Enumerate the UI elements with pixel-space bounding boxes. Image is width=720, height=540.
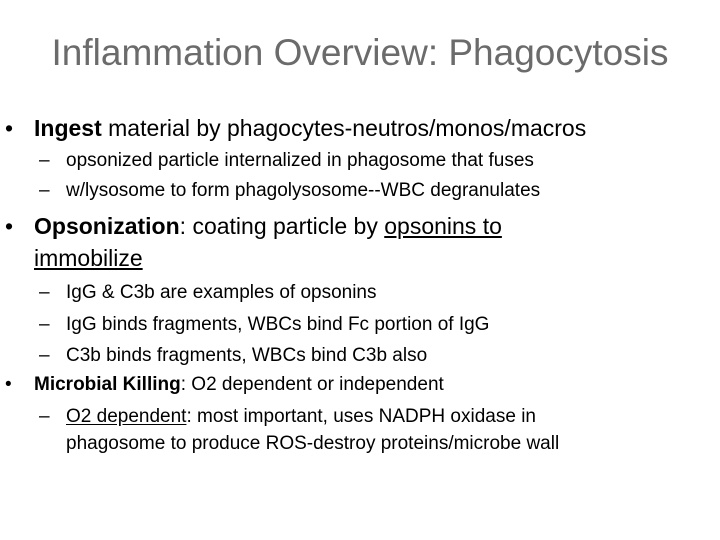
bullet-ingest-keyword: Ingest bbox=[34, 115, 102, 141]
sub-bullet-text: C3b binds fragments, WBCs bind C3b also bbox=[66, 345, 428, 366]
bullet-microbial-killing-keyword: Microbial Killing bbox=[34, 374, 181, 395]
sub-bullet-text: IgG binds fragments, WBCs bind Fc portion of IgG bbox=[66, 314, 490, 335]
bullet-microbial-killing bbox=[5, 373, 444, 396]
sub-bullet-text: w/lysosome to form phagolysosome--WBC degranulates bbox=[66, 180, 541, 201]
sub-bullet-text: phagosome to produce ROS-destroy proteins/microbe wall bbox=[66, 433, 560, 454]
sub-bullet-text: IgG & C3b are examples of opsonins bbox=[66, 282, 377, 303]
o2-dependent-underlined-text: O2 dependent bbox=[66, 406, 187, 427]
dash-icon: – bbox=[39, 180, 50, 201]
opsonins-underlined-text: opsonins to bbox=[384, 213, 502, 239]
dash-icon: – bbox=[39, 406, 50, 427]
bullet-opsonization bbox=[5, 212, 502, 240]
bullet-opsonization-text: : coating particle by bbox=[179, 213, 385, 239]
sub-bullet-c3b bbox=[39, 344, 428, 367]
slide-title: Inflammation Overview: Phagocytosis bbox=[51, 32, 669, 73]
bullet-dot-icon: • bbox=[5, 374, 12, 395]
bullet-dot-icon: • bbox=[5, 213, 14, 239]
bullet-microbial-killing-text: : O2 dependent or independent bbox=[180, 374, 444, 395]
dash-icon: – bbox=[39, 150, 50, 171]
sub-bullet-examples bbox=[39, 281, 377, 304]
dash-icon: – bbox=[39, 282, 50, 303]
bullet-ingest-text: material by phagocytes-neutros/monos/macros bbox=[101, 115, 587, 141]
sub-bullet-lysosome bbox=[39, 179, 541, 202]
dash-icon: – bbox=[39, 314, 50, 335]
sub-bullet-igg bbox=[39, 313, 490, 336]
sub-bullet-text: opsonized particle internalized in phagosome that fuses bbox=[66, 150, 534, 171]
sub-bullet-opsonized bbox=[39, 149, 534, 172]
dash-icon: – bbox=[39, 345, 50, 366]
bullet-opsonization-keyword: Opsonization bbox=[34, 213, 180, 239]
immobilize-underlined-text: immobilize bbox=[34, 245, 143, 271]
bullet-dot-icon: • bbox=[5, 115, 14, 141]
sub-bullet-o2-dependent-continuation bbox=[66, 432, 559, 455]
sub-bullet-o2-dependent bbox=[39, 405, 536, 428]
bullet-ingest bbox=[5, 114, 587, 142]
bullet-opsonization-continuation bbox=[34, 244, 143, 272]
sub-bullet-text: : most important, uses NADPH oxidase in bbox=[186, 406, 536, 427]
